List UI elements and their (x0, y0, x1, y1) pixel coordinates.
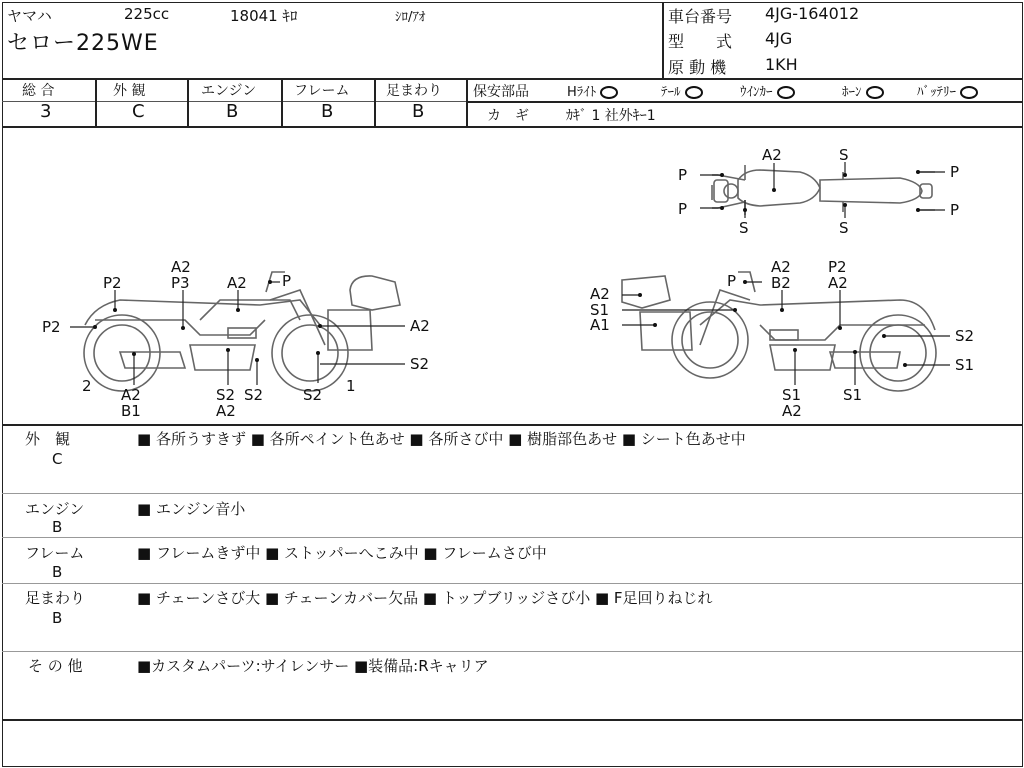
notes-label-engine: エンジン (25, 500, 85, 518)
safety-item-winker: ｳｲﾝｶｰ (740, 81, 795, 100)
diagram-label: S (739, 219, 749, 237)
overall-grade: 3 (40, 101, 52, 122)
divider (187, 78, 189, 126)
ok-mark-icon (685, 86, 703, 99)
divider (2, 493, 1022, 494)
diagram-label: S (839, 146, 849, 164)
diagram-label: S1 (955, 356, 975, 374)
frame-no-label: 車台番号 (668, 7, 733, 26)
model-name: セロー225WE (7, 31, 159, 56)
notes-grade-suspension: B (52, 609, 63, 627)
displacement: 225cc (124, 5, 170, 23)
diagram-label: B2 (771, 274, 791, 292)
diagram-label: P2 (42, 318, 61, 336)
ok-mark-icon (600, 86, 618, 99)
diagram-label: A2 (762, 146, 782, 164)
diagram-label: A2 (410, 317, 430, 335)
diagram-label: S1 (782, 386, 802, 404)
diagram-label: A2 (171, 258, 191, 276)
divider (2, 537, 1022, 538)
notes-text-other: ■カスタムパーツ:サイレンサー ■装備品:Rキャリア (137, 657, 489, 675)
engine-grade-label: エンジン (201, 83, 257, 99)
exterior-label: 外 観 (113, 83, 146, 99)
diagram-label: A1 (590, 316, 610, 334)
safety-item-battery: ﾊﾞｯﾃﾘｰ (917, 81, 978, 100)
ok-mark-icon (777, 86, 795, 99)
diagram-label: A2 (121, 386, 141, 404)
safety-item-tail: ﾃｰﾙ (661, 81, 703, 100)
divider (662, 2, 664, 78)
diagram-label: A2 (590, 285, 610, 303)
ok-mark-icon (960, 86, 978, 99)
diagram-label: S2 (303, 386, 323, 404)
diagram-label: P (950, 163, 960, 181)
diagram-label: B1 (121, 402, 141, 420)
diagram-label: S1 (590, 301, 610, 319)
divider (466, 78, 468, 126)
divider (2, 651, 1022, 652)
exterior-grade: C (132, 101, 145, 122)
diagram-label: A2 (227, 274, 247, 292)
diagram-label: P2 (828, 258, 847, 276)
diagram-label: P (678, 166, 688, 184)
key-label: カ ギ (487, 108, 529, 124)
safety-label: 保安部品 (473, 84, 529, 100)
ok-mark-icon (866, 86, 884, 99)
diagram-label: A2 (782, 402, 802, 420)
mileage: 18041 ｷﾛ (230, 7, 298, 25)
divider (95, 78, 97, 126)
engine-value: 1KH (765, 55, 798, 74)
divider (281, 78, 283, 126)
divider (2, 719, 1022, 721)
notes-label-frame: フレーム (25, 544, 85, 562)
notes-text-frame: ■ フレームきず中 ■ ストッパーへこみ中 ■ フレームさび中 (137, 544, 547, 562)
notes-label-suspension: 足まわり (25, 589, 86, 607)
diagram-number: 1 (346, 377, 356, 395)
maker: ヤマハ (7, 7, 52, 25)
notes-text-exterior: ■ 各所うすきず ■ 各所ペイント色あせ ■ 各所さび中 ■ 樹脂部色あせ ■ シート色あせ中 (137, 430, 746, 448)
damage-diagram (0, 128, 1024, 423)
diagram-label: S2 (410, 355, 430, 373)
diagram-label: S1 (843, 386, 863, 404)
divider (2, 583, 1022, 584)
frame-no: 4JG-164012 (765, 4, 860, 23)
diagram-label: P3 (171, 274, 190, 292)
divider (466, 101, 1022, 103)
frame-grade: B (321, 101, 334, 122)
divider (374, 78, 376, 126)
suspension-grade: B (412, 101, 425, 122)
key-value: ｶｷﾞ 1 社外ｷｰ1 (566, 108, 656, 124)
diagram-label: S2 (955, 327, 975, 345)
diagram-label: P2 (103, 274, 122, 292)
diagram-label: P (678, 200, 688, 218)
diagram-label: P (950, 201, 960, 219)
color: ｼﾛ/ｱｵ (395, 10, 426, 25)
diagram-label: S2 (216, 386, 236, 404)
notes-text-engine: ■ エンジン音小 (137, 500, 246, 518)
overall-label: 総 合 (22, 83, 55, 99)
divider (2, 424, 1022, 426)
notes-label-other: そ の 他 (28, 657, 83, 675)
type-label: 型 式 (668, 32, 733, 51)
notes-text-suspension: ■ チェーンさび大 ■ チェーンカバー欠品 ■ トップブリッジさび小 ■ F足回りねじれ (137, 589, 713, 607)
divider (2, 78, 1022, 80)
diagram-label: A2 (216, 402, 236, 420)
suspension-grade-label: 足まわり (386, 83, 442, 99)
engine-grade: B (226, 101, 239, 122)
safety-item-headlight: Hﾗｲﾄ (567, 81, 618, 100)
notes-grade-exterior: C (52, 450, 63, 468)
diagram-label: S (839, 219, 849, 237)
notes-label-exterior: 外 観 (25, 430, 71, 448)
notes-grade-engine: B (52, 518, 63, 536)
frame-grade-label: フレーム (294, 83, 350, 99)
type-value: 4JG (765, 29, 793, 48)
engine-label: 原 動 機 (668, 58, 727, 77)
notes-grade-frame: B (52, 563, 63, 581)
diagram-label: P (282, 272, 292, 290)
diagram-label: A2 (771, 258, 791, 276)
diagram-number: 2 (82, 377, 92, 395)
diagram-label: P (727, 272, 737, 290)
diagram-label: A2 (828, 274, 848, 292)
diagram-label: S2 (244, 386, 264, 404)
safety-item-horn: ﾎｰﾝ (842, 81, 884, 100)
